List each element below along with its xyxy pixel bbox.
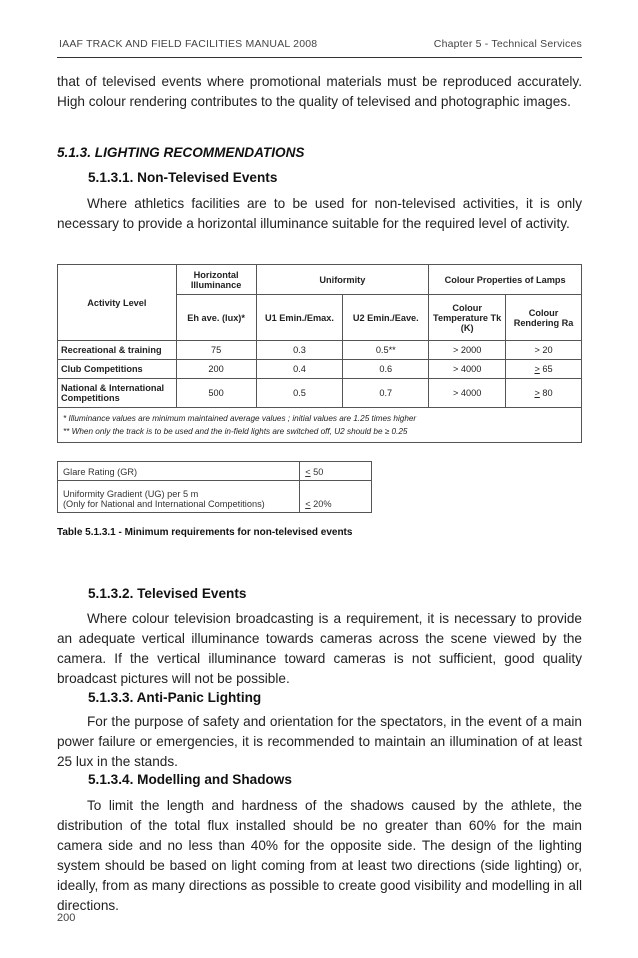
- cell-u1: 0.3: [256, 341, 343, 360]
- non-televised-paragraph: Where athletics facilities are to be used for non-televised activities, it is only necessary to provide a horizontal illuminance suitable for the required level of activity.: [57, 196, 582, 231]
- lte-symbol: <: [305, 467, 311, 477]
- cell-u1: 0.4: [256, 360, 343, 379]
- gte-symbol: >: [534, 388, 540, 398]
- cell-tk: > 4000: [429, 379, 506, 408]
- cell-ra: [506, 360, 582, 379]
- table-row: [58, 481, 372, 513]
- cell-ra: [506, 379, 582, 408]
- section-heading: 5.1.3. LIGHTING RECOMMENDATIONS: [57, 145, 305, 160]
- cell-ra-value: 65: [539, 364, 553, 374]
- row-label: Recreational & training: [58, 341, 177, 360]
- header-manual-title: IAAF TRACK AND FIELD FACILITIES MANUAL 2008: [59, 38, 318, 50]
- cell-tk: > 2000: [429, 341, 506, 360]
- uniformity-gradient-label: [58, 481, 300, 513]
- table-notes: [58, 408, 582, 443]
- col-horizontal-illuminance: Horizontal Illuminance: [176, 265, 256, 295]
- col-u2: U2 Emin./Eave.: [343, 295, 429, 341]
- subsection-heading-modelling: 5.1.3.4. Modelling and Shadows: [88, 772, 292, 787]
- lte-symbol: <: [305, 499, 311, 509]
- intro-paragraph: that of televised events where promotional materials must be reproduced accurately. High colour rendering contributes to the quality of televised and photographic images.: [57, 74, 582, 109]
- col-eh-ave: Eh ave. (lux)*: [176, 295, 256, 341]
- glare-rating-number: 50: [310, 467, 324, 477]
- cell-ra: > 20: [506, 341, 582, 360]
- televised-paragraph: Where colour television broadcasting is a requirement, it is necessary to provide an adequate vertical illuminance towards cameras across the scene viewed by the camera. If the vertical illuminance toward cameras is not sufficient, good quality broadcast pictures will not be possible.: [57, 611, 582, 686]
- cell-u1: 0.5: [256, 379, 343, 408]
- uniformity-gradient-line2: (Only for National and International Competitions): [63, 499, 265, 509]
- subsection-heading-televised: 5.1.3.2. Televised Events: [88, 586, 247, 601]
- note-track-only: ** When only the track is to be used and the in-field lights are switched off, U2 should be ≥ 0.25: [63, 427, 408, 436]
- table-row: [58, 379, 582, 408]
- page-number: 200: [57, 912, 76, 924]
- modelling-paragraph: To limit the length and hardness of the shadows caused by the athlete, the distribution of the total flux installed should be no greater than 60% for the main camera side and no less than 40% for the opposite side. The design of the lighting system should be based on light coming from at least two directions (side lighting) or, ideally, from as many directions as possible to create good visibility and modelling in all directions.: [57, 798, 582, 913]
- uniformity-gradient-line1: Uniformity Gradient (UG) per 5 m: [63, 489, 199, 499]
- uniformity-gradient-value: [300, 481, 372, 513]
- note-illuminance: * Illuminance values are minimum maintained average values ; initial values are 1.25 times higher: [63, 414, 417, 423]
- row-label: Club Competitions: [58, 360, 177, 379]
- cell-eh: 75: [176, 341, 256, 360]
- table-row: [58, 360, 582, 379]
- cell-u2: 0.5**: [343, 341, 429, 360]
- row-label: National & International Competitions: [58, 379, 177, 408]
- col-colour-properties: Colour Properties of Lamps: [429, 265, 582, 295]
- col-u1: U1 Emin./Emax.: [256, 295, 343, 341]
- table-row: [58, 341, 582, 360]
- subsection-heading-anti-panic: 5.1.3.3. Anti-Panic Lighting: [88, 690, 262, 705]
- cell-tk: > 4000: [429, 360, 506, 379]
- requirements-table: [57, 264, 582, 443]
- cell-ra-value: 80: [539, 388, 553, 398]
- uniformity-gradient-number: 20%: [310, 499, 332, 509]
- anti-panic-paragraph: For the purpose of safety and orientation for the spectators, in the event of a main power failure or emergencies, it is recommended to maintain an illumination of at least 25 lux in the stands.: [57, 714, 582, 769]
- glare-rating-label: Glare Rating (GR): [58, 462, 300, 481]
- glare-table: [57, 461, 372, 513]
- cell-eh: 200: [176, 360, 256, 379]
- gte-symbol: >: [534, 364, 540, 374]
- glare-rating-value: [300, 462, 372, 481]
- header-rule: [57, 57, 582, 58]
- header-chapter: Chapter 5 - Technical Services: [433, 38, 582, 50]
- table-row: [58, 462, 372, 481]
- subsection-heading-non-televised: 5.1.3.1. Non-Televised Events: [88, 170, 278, 185]
- col-colour-rendering: Colour Rendering Ra: [506, 295, 582, 341]
- cell-eh: 500: [176, 379, 256, 408]
- running-header: [59, 38, 582, 50]
- cell-u2: 0.6: [343, 360, 429, 379]
- col-uniformity: Uniformity: [256, 265, 429, 295]
- col-colour-temperature: Colour Temperature Tk (K): [429, 295, 506, 341]
- cell-u2: 0.7: [343, 379, 429, 408]
- table-notes-row: [58, 408, 582, 443]
- table-caption: Table 5.1.3.1 - Minimum requirements for non-televised events: [57, 527, 353, 538]
- col-activity-level: Activity Level: [58, 265, 177, 341]
